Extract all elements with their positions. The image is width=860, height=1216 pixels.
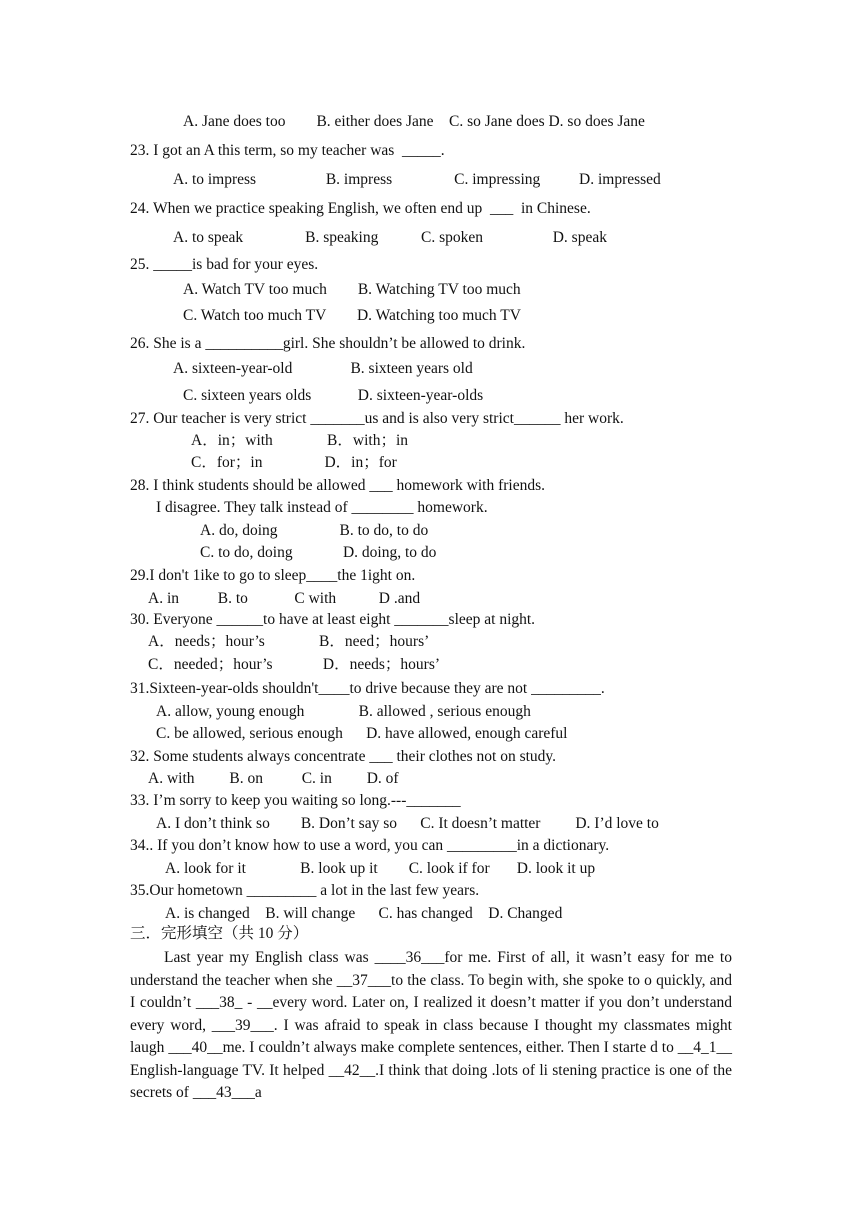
text-line: 34.. If you don’t know how to use a word, you can _________in a dictionary.	[130, 837, 610, 854]
text-line: A. in B. to C with D .and	[148, 590, 421, 607]
text-line: 32. Some students always concentrate ___ their clothes not on study.	[130, 748, 557, 765]
text-line: 30. Everyone ______to have at least eight _______sleep at night.	[130, 611, 536, 628]
text-line: I disagree. They talk instead of ________ homework.	[156, 499, 488, 516]
text-line: A. do, doing B. to do, to do	[200, 522, 429, 539]
text-line: A．in；with B．with；in	[191, 432, 409, 449]
text-line: 23. I got an A this term, so my teacher was _____.	[130, 142, 445, 159]
text-line: A. with B. on C. in D. of	[148, 770, 399, 787]
text-line: A. Watch TV too much B. Watching TV too much	[183, 281, 521, 298]
text-line: A. Jane does too B. either does Jane C. so Jane does D. so does Jane	[183, 113, 645, 130]
text-line: C. be allowed, serious enough D. have allowed, enough careful	[156, 725, 568, 742]
text-line: C. sixteen years olds D. sixteen-year-olds	[183, 387, 484, 404]
cloze-paragraph: Last year my English class was ____36___for me. First of all, it wasn’t easy for me to understand the teacher when she __37___to the class. To begin with, she spoke to o quickly, and I couldn’t ___38_ - __every word. Later on, I realized it doesn’t matter if you don’t understand every word, ___39___. I was afraid to speak in class because I thought my classmates might laugh ___40__me. I couldn’t always make complete sentences, either. Then I starte d to __4_1__ English-language TV. It helped __42__.I think that doing .lots of li stening practice is one of the secrets of ___43___a	[130, 949, 732, 1101]
text-line: 28. I think students should be allowed ___ homework with friends.	[130, 477, 546, 494]
text-line: 33. I’m sorry to keep you waiting so long.---_______	[130, 792, 461, 809]
text-line: C. Watch too much TV D. Watching too much TV	[183, 307, 521, 324]
text-line: A. to impress B. impress C. impressing D. impressed	[173, 171, 661, 188]
text-line: A. sixteen-year-old B. sixteen years old	[173, 360, 473, 377]
text-line: 31.Sixteen-year-olds shouldn't____to drive because they are not _________.	[130, 680, 605, 697]
text-line: 24. When we practice speaking English, we often end up ___ in Chinese.	[130, 200, 591, 217]
text-line: 26. She is a __________girl. She shouldn’t be allowed to drink.	[130, 335, 526, 352]
text-line: 29.I don't 1ike to go to sleep____the 1ight on.	[130, 567, 416, 584]
text-line: 27. Our teacher is very strict _______us and is also very strict______ her work.	[130, 410, 624, 427]
text-line: C．for；in D．in；for	[191, 454, 397, 471]
text-line: A. I don’t think so B. Don’t say so C. It doesn’t matter D. I’d love to	[156, 815, 659, 832]
text-line: C．needed；hour’s D．needs；hours’	[148, 656, 441, 673]
text-line: A. look for it B. look up it C. look if for D. look it up	[165, 860, 596, 877]
text-line: 35.Our hometown _________ a lot in the last few years.	[130, 882, 480, 899]
text-line: A. is changed B. will change C. has changed D. Changed	[165, 905, 563, 922]
text-line: 25. _____is bad for your eyes.	[130, 256, 319, 273]
text-line: A．needs；hour’s B．need；hours’	[148, 633, 430, 650]
text-line: A. allow, young enough B. allowed , serious enough	[156, 703, 531, 720]
text-line: A. to speak B. speaking C. spoken D. speak	[173, 229, 607, 246]
text-line: 三．完形填空（共 10 分）	[130, 925, 309, 942]
text-line: C. to do, doing D. doing, to do	[200, 544, 437, 561]
